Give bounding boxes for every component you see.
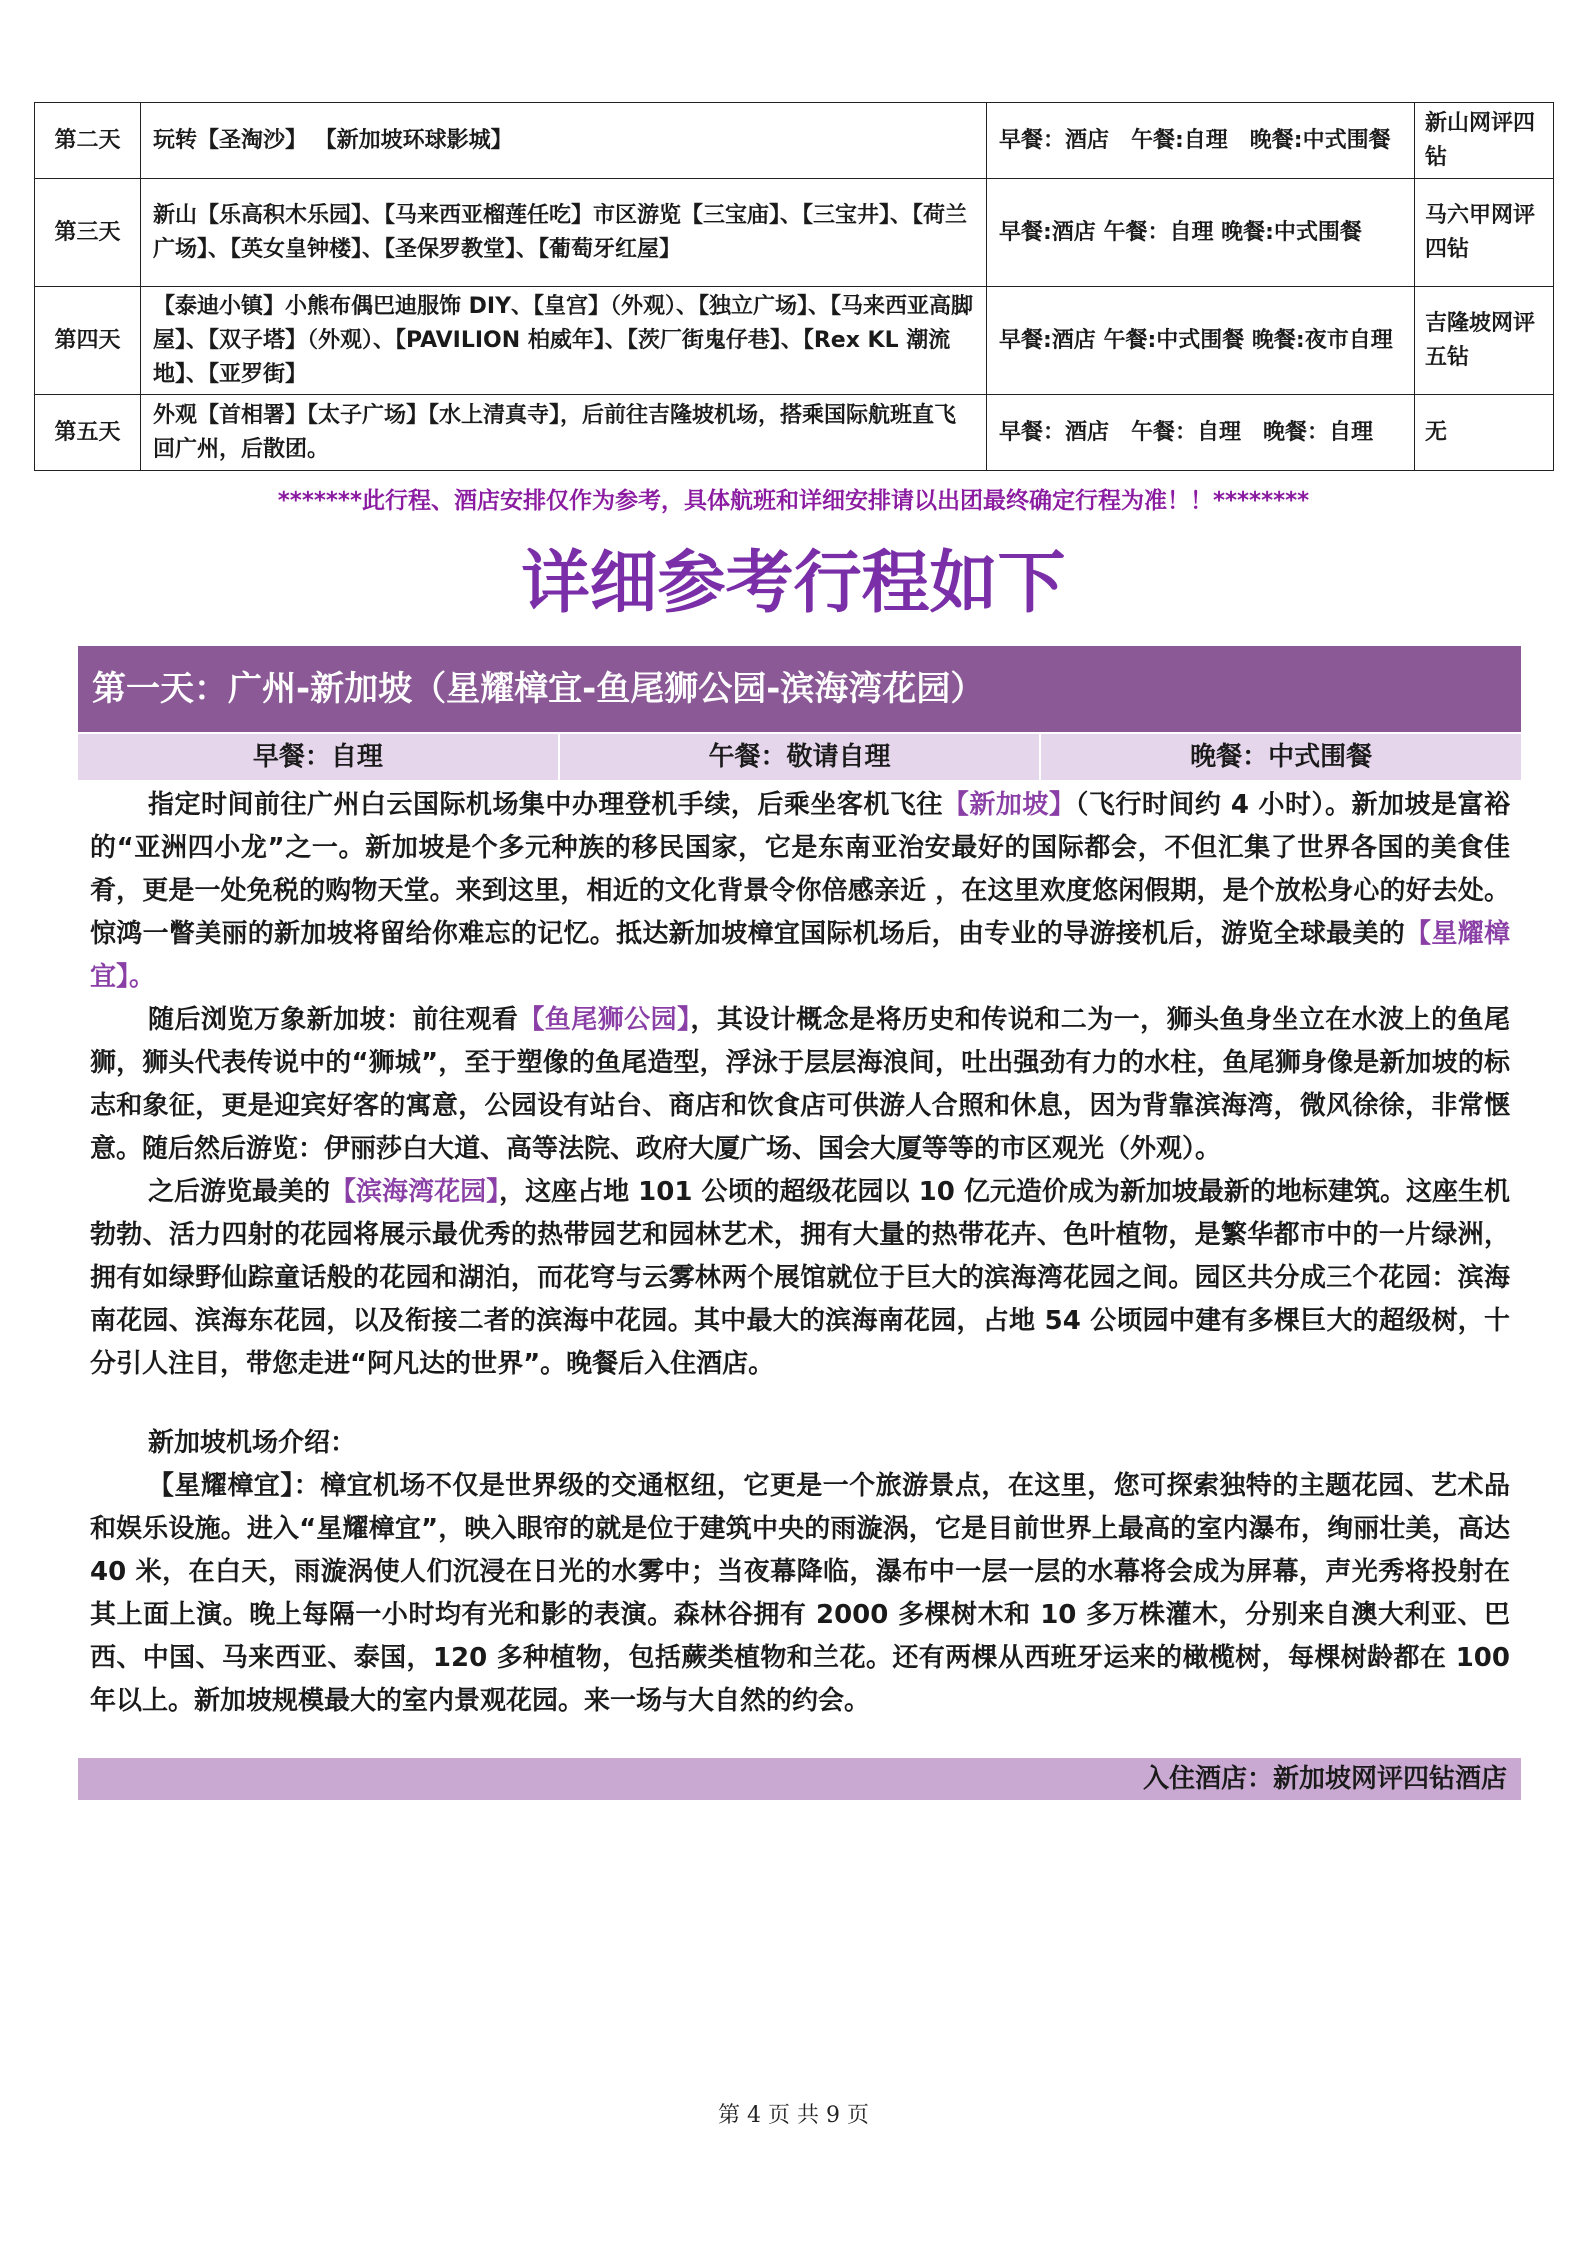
activities-cell: 【泰迪小镇】小熊布偶巴迪服饰 DIY、【皇宫】（外观）、【独立广场】、【马来西亚高脚屋】、【双子塔】（外观）、【PAVILION 柏威年】、【茨厂街鬼仔巷】、【Rex KL 潮流地】、【亚罗街】 <box>141 287 987 395</box>
text-run: （飞行时间约 4 小时）。新加坡是富裕的“亚洲四小龙”之一。新加坡是个多元种族的移民国家，它是东南亚治安最好的国际都会，不但汇集了世界各国的美食佳肴，更是一处免税的购物天堂。来到这里，相近的文化背景令你倍感亲近 ，在这里欢度悠闲假期，是个放松身心的好去处。惊鸿一瞥美丽的新加坡将留给你难忘的记忆。抵达新加坡樟宜国际机场后，由专业的导游接机后，游览全球最美的 <box>90 790 1510 949</box>
hotel-cell: 吉隆坡网评五钻 <box>1415 287 1554 395</box>
text-run: ，其设计概念是将历史和传说和二为一，狮头鱼身坐立在水波上的鱼尾狮，狮头代表传说中的“狮城”，至于塑像的鱼尾造型，浮泳于层层海浪间，吐出强劲有力的水柱，鱼尾狮身像是新加坡的标志和象征，更是迎宾好客的寓意，公园设有站台、商店和饮食店可供游人合照和休息，因为背靠滨海湾，微风徐徐，非常惬意。随后然后游览：伊丽莎白大道、高等法院、政府大厦广场、国会大厦等等的市区观光（外观）。 <box>90 1005 1510 1164</box>
activities-cell: 新山【乐高积木乐园】、【马来西亚榴莲任吃】市区游览【三宝庙】、【三宝井】、【荷兰广场】、【英女皇钟楼】、【圣保罗教堂】、【葡萄牙红屋】 <box>141 179 987 287</box>
hotel-cell: 无 <box>1415 395 1554 471</box>
meal-bar <box>78 734 1521 780</box>
day-cell: 第二天 <box>35 103 141 179</box>
day-description <box>90 784 1510 1723</box>
table-row <box>35 179 1554 287</box>
day-cell: 第三天 <box>35 179 141 287</box>
table-row <box>35 287 1554 395</box>
breakfast-label: 早餐：自理 <box>78 734 560 780</box>
day-cell: 第五天 <box>35 395 141 471</box>
page-number: 第 4 页 共 9 页 <box>718 2103 869 2128</box>
day-cell: 第四天 <box>35 287 141 395</box>
paragraph <box>90 784 1510 999</box>
airport-heading: 新加坡机场介绍： <box>148 1428 357 1458</box>
day-banner: 第一天：广州-新加坡（星耀樟宜-鱼尾狮公园-滨海湾花园） <box>78 646 1521 732</box>
hotel-cell: 新山网评四钻 <box>1415 103 1554 179</box>
meals-cell: 早餐：酒店 午餐：自理 晚餐：自理 <box>987 395 1415 471</box>
table-row <box>35 103 1554 179</box>
highlight-text: 【星耀樟宜】。 <box>90 919 1510 992</box>
meals-cell: 早餐:酒店 午餐：自理 晚餐:中式围餐 <box>987 179 1415 287</box>
lunch-label: 午餐：敬请自理 <box>560 734 1042 780</box>
activities-cell: 玩转【圣淘沙】 【新加坡环球影城】 <box>141 103 987 179</box>
text-run: ，这座占地 101 公顷的超级花园以 10 亿元造价成为新加坡最新的地标建筑。这座生机勃勃、活力四射的花园将展示最优秀的热带园艺和园林艺术，拥有大量的热带花卉、色叶植物，是繁华都市中的一片绿洲，拥有如绿野仙踪童话般的花园和湖泊，而花穹与云雾林两个展馆就位于巨大的滨海湾花园之间。园区共分成三个花园：滨海南花园、滨海东花园，以及衔接二者的滨海中花园。其中最大的滨海南花园，占地 54 公顷园中建有多棵巨大的超级树，十分引人注目，带您走进“阿凡达的世界”。晚餐后入住酒店。 <box>90 1177 1510 1379</box>
meals-cell: 早餐:酒店 午餐:中式围餐 晚餐:夜市自理 <box>987 287 1415 395</box>
text-run: 指定时间前往广州白云国际机场集中办理登机手续，后乘坐客机飞往 <box>148 790 943 820</box>
paragraph <box>90 1171 1510 1386</box>
disclaimer-notice: *******此行程、酒店安排仅作为参考，具体航班和详细安排请以出团最终确定行程为准！！******** <box>277 488 1310 514</box>
hotel-cell: 马六甲网评四钻 <box>1415 179 1554 287</box>
itinerary-table <box>34 102 1554 471</box>
paragraph <box>90 999 1510 1171</box>
table-row <box>35 395 1554 471</box>
text-run: 之后游览最美的 <box>148 1177 331 1207</box>
hotel-bar: 入住酒店：新加坡网评四钻酒店 <box>78 1758 1521 1800</box>
highlight-text: 【滨海湾花园】 <box>330 1177 500 1207</box>
meals-cell: 早餐：酒店 午餐:自理 晚餐:中式围餐 <box>987 103 1415 179</box>
highlight-text: 【鱼尾狮公园】 <box>518 1005 691 1035</box>
dinner-label: 晚餐：中式围餐 <box>1190 742 1373 772</box>
airport-paragraph: 【星耀樟宜】：樟宜机场不仅是世界级的交通枢纽，它更是一个旅游景点，在这里，您可探索独特的主题花园、艺术品和娱乐设施。进入“星耀樟宜”，映入眼帘的就是位于建筑中央的雨漩涡，它是目前世界上最高的室内瀑布，绚丽壮美，高达 40 米，在白天，雨漩涡使人们沉浸在日光的水雾中；当夜幕降临，瀑布中一层一层的水幕将会成为屏幕，声光秀将投射在其上面上演。晚上每隔一小时均有光和影的表演。森林谷拥有 2000 多棵树木和 10 多万株灌木，分别来自澳大利亚、巴西、中国、马来西亚、泰国，120 多种植物，包括蕨类植物和兰花。还有两棵从西班牙运来的橄榄树，每棵树龄都在 100 年以上。新加坡规模最大的室内景观花园。来一场与大自然的约会。 <box>90 1471 1510 1716</box>
section-title: 详细参考行程如下 <box>521 544 1066 623</box>
activities-cell: 外观【首相署】【太子广场】【水上清真寺】，后前往吉隆坡机场，搭乘国际航班直飞回广州，后散团。 <box>141 395 987 471</box>
text-run: 随后浏览万象新加坡：前往观看 <box>148 1005 519 1035</box>
highlight-text: 【新加坡】 <box>942 790 1076 820</box>
